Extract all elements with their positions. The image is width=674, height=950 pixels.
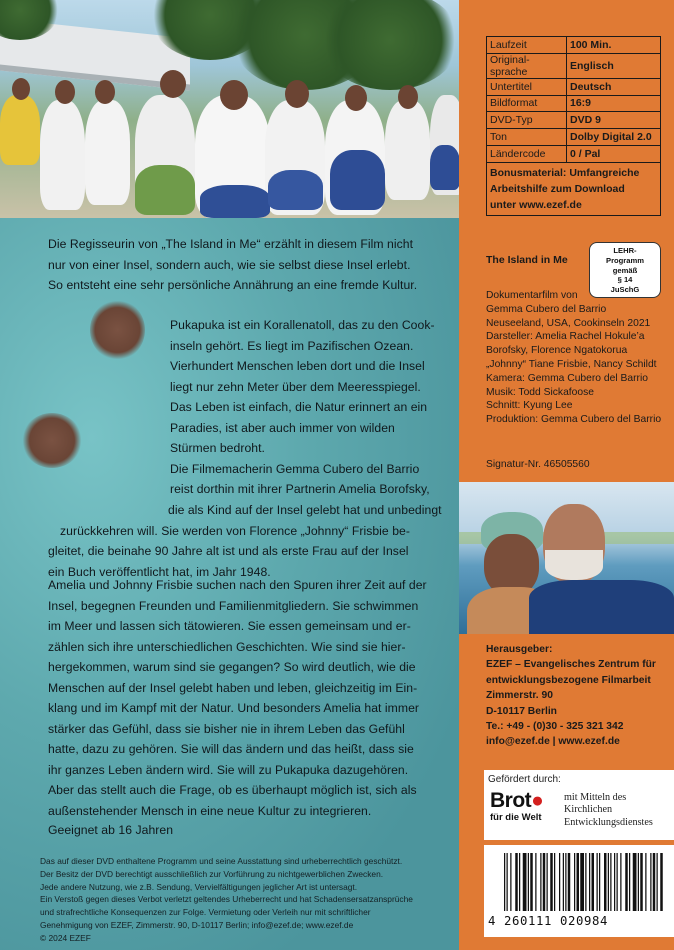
- copyright-line: © 2024 EZEF: [40, 932, 91, 943]
- synopsis-line: zurückkehren will. Sie werden von Florence „Johnny“ Frisbie be-: [60, 523, 410, 538]
- protagonists-photo: [459, 482, 674, 634]
- credit-line: Dokumentarfilm von: [486, 290, 578, 301]
- sponsor-box: [484, 770, 674, 840]
- spec-value: 0 / Pal: [567, 145, 661, 162]
- synopsis-line: klang und im Kampf mit der Natur. Und besonders Amelia hat immer: [48, 701, 420, 715]
- badge-line: § 14: [617, 275, 633, 285]
- sponsor-text-line: Entwicklungsdienstes: [564, 816, 653, 828]
- copyright-line: Genehmigung von EZEF, Zimmerstr. 90, D-10117 Berlin; info@ezef.de; www.ezef.de: [40, 919, 354, 930]
- badge-line: LEHR-: [613, 246, 637, 255]
- intro-text: [48, 234, 448, 296]
- publisher-line: Herausgeber:: [486, 644, 553, 655]
- spec-table: [486, 36, 661, 216]
- synopsis-line: außenstehender Mensch in eine neue Kultur zu integrieren.: [48, 803, 372, 818]
- synopsis-line: ein Buch veröffentlicht hat, im Jahr 1948.: [48, 564, 271, 579]
- synopsis-line: liegt nur zehn Meter über dem Meeresspiegel.: [170, 379, 421, 394]
- synopsis-line: hatte, dazu zu gehören. Sie will das ändern und das heißt, dass sie: [48, 742, 414, 756]
- publisher-line: EZEF – Evangelisches Zentrum für: [486, 659, 656, 671]
- signatur-number: Signatur-Nr. 46505560: [486, 459, 590, 470]
- copyright-line: Das auf dieser DVD enthaltene Programm und seine Ausstattung sind urheberrechtlich geschützt.: [40, 856, 403, 866]
- back-cover-right: [459, 0, 674, 950]
- dancers-photo: [0, 0, 459, 218]
- barcode-number: 4 260111 020984: [488, 914, 609, 928]
- synopsis-line: Amelia und Johnny Frisbie suchen nach den Spuren ihrer Zeit auf der: [48, 578, 427, 592]
- barcode: [484, 845, 674, 937]
- publisher-line: D-10117 Berlin: [486, 705, 557, 717]
- sponsor-text-line: mit Mitteln des: [564, 792, 627, 803]
- synopsis-line: zählen sich ihre unterschiedlichen Geschichten. Wie sind sie hier-: [48, 639, 406, 654]
- copyright-notice: [40, 855, 458, 945]
- spec-value: 16:9: [567, 95, 661, 112]
- sponsor-text-line: Kirchlichen: [564, 804, 613, 816]
- synopsis-line: stärker das Gefühl, dass sie bisher nie in ihrem Leben das Gefühl: [48, 721, 405, 736]
- intro-line: So entsteht eine sehr persönliche Annährung an eine fremde Kultur.: [48, 278, 418, 292]
- spec-key: [487, 53, 567, 78]
- spec-key: Ton: [487, 129, 567, 146]
- credit-line: Kamera: Gemma Cubero del Barrio: [486, 372, 648, 384]
- credit-line: Produktion: Gemma Cubero del Barrio: [486, 414, 662, 426]
- publisher-line: Te.: +49 - (0)30 - 325 321 342: [486, 721, 624, 733]
- credit-line: Schnitt: Kyung Lee: [486, 400, 573, 412]
- credit-line: Darsteller: Amelia Rachel Hokule’a: [486, 331, 645, 343]
- copyright-line: Ein Verstoß gegen dieses Verbot verletzt geltendes Urheberrecht und hat Schadensersatzansprüche: [40, 894, 413, 905]
- synopsis-line: Insel, begegnen Freunden und Familienmitgliedern. Sie schwimmen: [48, 598, 419, 613]
- publisher-line: Zimmerstr. 90: [486, 690, 553, 702]
- copyright-line: Jede andere Nutzung, wie z.B. Sendung, Vervielfältigungen jeglicher Art ist untersagt.: [40, 881, 358, 892]
- bonus-material: [487, 162, 661, 215]
- publisher-line: info@ezef.de | www.ezef.de: [486, 736, 620, 748]
- synopsis-line: hergekommen, warum sind sie gegangen? So wird deutlich, wie die: [48, 660, 416, 674]
- synopsis-line: Das Leben ist einfach, die Natur erinnert an ein: [170, 400, 428, 414]
- synopsis-line: Paradies, ist aber auch immer von wilden: [170, 420, 395, 435]
- synopsis-line: Aber das stellt auch die Frage, ob es überhaupt möglich ist, sich als: [48, 783, 417, 797]
- credit-line: Gemma Cubero del Barrio: [486, 303, 607, 315]
- synopsis-line: Die Filmemacherin Gemma Cubero del Barrio: [170, 461, 420, 476]
- credit-line: „Johnny“ Tiane Frisbie, Nancy Schildt: [486, 358, 657, 370]
- synopsis-indented: [170, 315, 456, 500]
- synopsis-line: Stürmen bedroht.: [170, 441, 265, 455]
- synopsis-line: Vierhundert Menschen leben dort und die Insel: [170, 359, 425, 373]
- badge-line: gemäß: [612, 265, 638, 275]
- credit-line: Borofsky, Florence Ngatokorua: [486, 345, 628, 357]
- film-credits: [486, 289, 661, 427]
- spec-value: Englisch: [567, 53, 661, 78]
- spec-key-line: sprache: [490, 65, 528, 78]
- badge-line: Programm: [606, 255, 644, 265]
- synopsis-line: die als Kind auf der Insel gelebt hat und unbedingt: [168, 503, 442, 517]
- brot-logo-main: [490, 790, 543, 812]
- synopsis-line: reist dorthin mit ihrer Partnerin Amelia Borofsky,: [170, 482, 430, 496]
- film-title: The Island in Me: [486, 254, 568, 266]
- synopsis-line: inseln gehört. Es liegt im Pazifischen Ozean.: [170, 338, 414, 353]
- spec-key: Ländercode: [487, 145, 567, 162]
- credit-line: Neuseeland, USA, Cookinseln 2021: [486, 317, 651, 329]
- copyright-line: Der Besitz der DVD berechtigt ausschließlich zur Vorführung zu nichtgewerblichen Zwecken.: [40, 868, 384, 879]
- bonus-line: Bonusmaterial: Umfangreiche: [490, 166, 640, 179]
- bonus-line: Arbeitshilfe zum Download: [490, 182, 625, 195]
- age-rating: Geeignet ab 16 Jahren: [48, 823, 174, 837]
- barcode-bars: [504, 853, 664, 911]
- spec-value: Deutsch: [567, 78, 661, 95]
- synopsis-line: Menschen auf der Insel gelebt haben und leben, gleichzeitig im Ein-: [48, 680, 418, 695]
- copyright-line: und strafrechtliche Konsequenzen zur Folge. Vermietung oder Verleih nur mit schriftlicher: [40, 907, 371, 918]
- badge-line: JuSchG: [610, 285, 640, 295]
- spec-key: Bildformat: [487, 95, 567, 112]
- spec-key: DVD-Typ: [487, 112, 567, 129]
- spec-value: DVD 9: [567, 112, 661, 129]
- synopsis-mid: [48, 500, 456, 582]
- brot-logo-sub: für die Welt: [490, 812, 542, 823]
- credit-line: Musik: Todd Sickafoose: [486, 386, 594, 398]
- spec-key: Laufzeit: [487, 37, 567, 54]
- spec-value: 100 Min.: [567, 37, 661, 54]
- intro-line: Die Regisseurin von „The Island in Me“ erzählt in diesem Film nicht: [48, 237, 414, 251]
- spec-key: Untertitel: [487, 78, 567, 95]
- intro-line: nur von einer Insel, sondern auch, wie sie selbst diese Insel erlebt.: [48, 257, 411, 272]
- spec-key-line: Original-: [490, 53, 530, 66]
- synopsis-line: gleitet, die beinahe 90 Jahre alt ist und als erste Frau auf der Insel: [48, 544, 409, 558]
- sponsor-label: Gefördert durch:: [488, 774, 561, 785]
- synopsis-line: ihr ganzes Leben ändern wird. Sie will zu Pukapuka dazugehören.: [48, 762, 409, 777]
- publisher-info: [486, 642, 656, 750]
- sponsor-text: [564, 792, 653, 829]
- brot-logo-dot: ●: [531, 789, 544, 812]
- synopsis-line: im Meer und lassen sich tätowieren. Sie essen gemeinsam und er-: [48, 619, 411, 633]
- synopsis-line: Pukapuka ist ein Korallenatoll, das zu den Cook-: [170, 318, 435, 332]
- synopsis-main: [48, 575, 456, 821]
- spec-value: Dolby Digital 2.0: [567, 129, 661, 146]
- publisher-line: entwicklungsbezogene Filmarbeit: [486, 674, 651, 686]
- brot-logo-text: Brot: [490, 789, 532, 812]
- bonus-line: unter www.ezef.de: [490, 198, 582, 211]
